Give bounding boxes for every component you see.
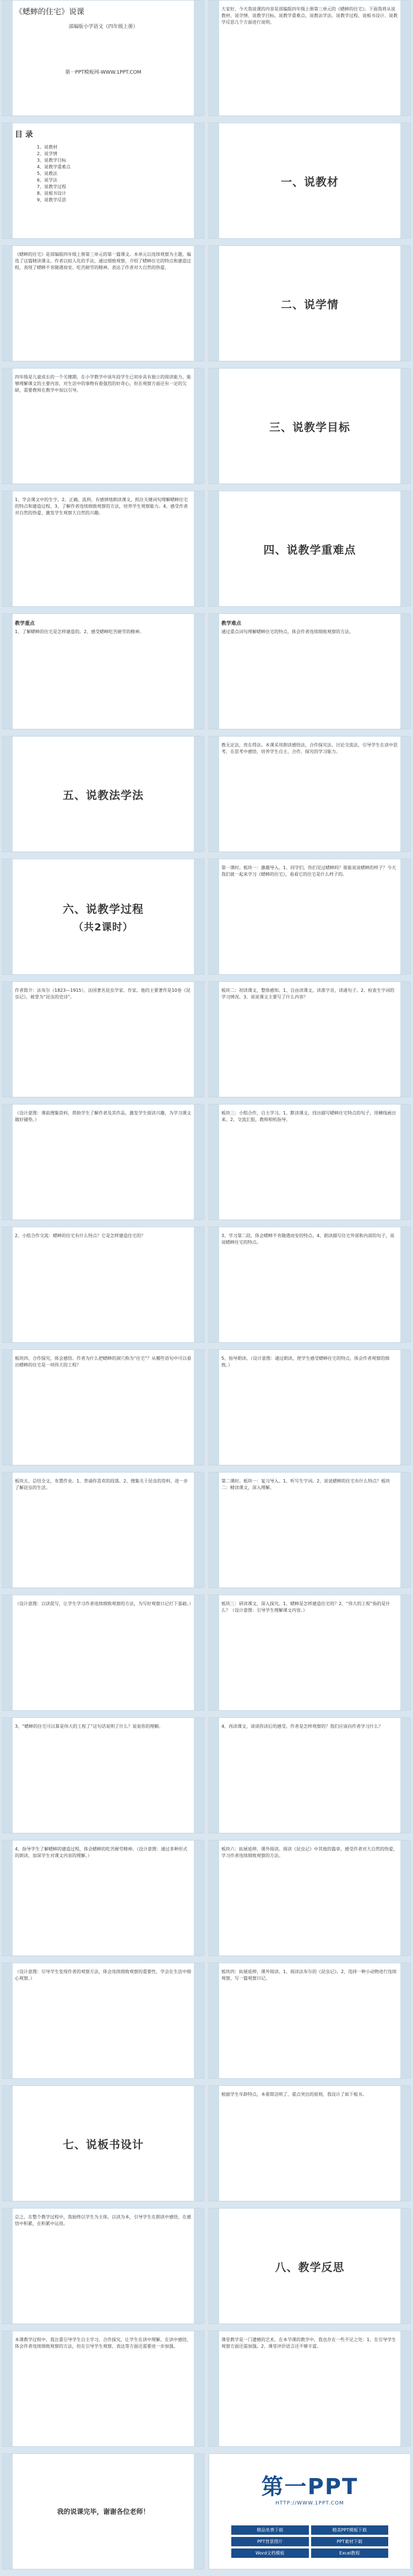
brand-logo[interactable]: 第一PPT	[261, 2474, 358, 2500]
slide-content	[15, 1723, 192, 1827]
slide-content	[15, 1601, 192, 1705]
slide-right-6	[209, 613, 411, 729]
slide-side-bar	[194, 369, 204, 484]
slide-side-bar	[3, 1227, 13, 1342]
slide-side-bar	[3, 491, 13, 606]
slide-gap	[0, 1220, 206, 1227]
slide-paragraph: 1、学会课文中的生字。2、正确、流利、有感情地朗读课文，抓住关键词句理解蟋蟀住宅的特点和建造过程。3、了解作者连续细致观察的方法，培养学生观察能力。4、感受作者对自然的热爱，激发学生观察大自然的兴趣。	[15, 497, 188, 515]
slide-side-bar	[400, 737, 410, 852]
slide-gap	[0, 607, 206, 613]
slide-content	[221, 619, 398, 723]
slide-gap	[0, 1465, 206, 1472]
slide-side-bar	[209, 246, 219, 361]
slide-gap	[206, 116, 413, 123]
slide-paragraph: （设计意图：引导学生发现作者的观察方法，体会连续细致观察的重要性，学会在生活中细心观察。）	[15, 1969, 191, 1981]
slide-content	[15, 1110, 192, 1214]
slide-gap	[0, 2569, 206, 2576]
slide-content	[15, 251, 192, 355]
ad-link[interactable]: Excel教程	[311, 2548, 389, 2558]
slide-side-bar	[3, 1595, 13, 1710]
slide-side-bar	[194, 2454, 204, 2569]
slide-side-bar	[209, 1963, 219, 2078]
slide-side-bar	[400, 1105, 410, 1220]
slide-paragraph: 总之，在整个教学过程中，我始终以学生为主体，以读为本，引导学生在朗读中感悟，在感悟中积累，在积累中运用。	[15, 2215, 191, 2226]
slide-side-bar	[400, 1473, 410, 1588]
slide-paragraph: 课堂教学是一门遗憾的艺术，在本节课的教学中，我也存在一些不足之处：1、在引导学生观察方面还需加强。2、课堂评价语言还不够丰富。	[221, 2337, 396, 2349]
slide-side-bar	[209, 1105, 219, 1220]
slide-side-bar	[194, 1, 204, 116]
toc-item: 6、说学法	[37, 178, 58, 183]
slide-side-bar	[209, 2331, 219, 2446]
slide-content	[15, 742, 192, 846]
slide-paragraph: 《蟋蟀的住宅》是部编版四年级上册第三单元的第一篇课文。本单元以连续观察为主题，编选了这篇精读课文。作者以拟人化的手法，通过细致观察，介绍了蟋蟀住宅的特点和建造过程，表现了蟋蟀不肯随遇而安、吃苦耐劳的精神，表达了作者对大自然的热爱。	[15, 252, 191, 270]
slide-side-bar	[194, 1473, 204, 1588]
slide-side-bar	[3, 1350, 13, 1465]
slide-content	[221, 1110, 398, 1214]
slide-paragraph: 3、学习第二段，体会蟋蟀不肯随遇而安的特点。4、朗读描写住宅外部和内部的句子，说说蟋蟀住宅的特点。	[221, 1233, 395, 1245]
slide-side-bar	[3, 737, 13, 852]
slide-gap	[206, 1833, 413, 1840]
slide-note-heading: 教学难点	[221, 621, 242, 627]
slide-content	[15, 2091, 192, 2195]
slide-side-bar	[400, 1227, 410, 1342]
slide-content	[221, 1723, 398, 1827]
section-heading	[15, 2135, 192, 2151]
slide-content	[221, 2091, 398, 2195]
slide-content	[221, 1969, 398, 2073]
slide-side-bar	[400, 614, 410, 729]
ad-link[interactable]: PPT背景图片	[231, 2537, 309, 2546]
ad-link[interactable]: 精美PPT模板下载	[311, 2525, 389, 2535]
section-heading-text: 七、说板书设计	[63, 2138, 144, 2151]
slide-left-11	[2, 1227, 204, 1343]
slide-side-bar	[194, 2209, 204, 2324]
slide-right-13	[209, 1472, 411, 1588]
slide-content	[221, 2337, 398, 2441]
slide-content	[221, 865, 398, 969]
section-heading	[221, 295, 398, 311]
slide-gap	[0, 2079, 206, 2085]
slide-left-10	[2, 1104, 204, 1220]
slide-gap	[206, 1220, 413, 1227]
slide-gap	[0, 1956, 206, 1963]
slide-note-body: 通过重点词句理解蟋蟀住宅的特点，体会作者连续细致观察的方法。	[221, 629, 354, 634]
slide-gap	[0, 729, 206, 736]
slide-paragraph: 4、再读课文，谈谈你读后的感受。作者是怎样观察的？我们应该向作者学习什么？	[221, 1724, 383, 1729]
slide-side-bar	[3, 1963, 13, 2078]
toc-item: 5、说教法	[37, 171, 58, 176]
slide-side-bar	[400, 1841, 410, 1956]
section-heading	[221, 418, 398, 434]
slide-paragraph: 大家好，今天我说课的内容是部编版四年级上册第三单元的《蟋蟀的住宅》。下面我将从说教材、说学情、说教学目标、说教学重难点、说教法学法、说教学过程、说板书设计、说教学反思几个方面进行说明。	[221, 7, 398, 25]
slide-left-14	[2, 1595, 204, 1711]
slide-left-21	[2, 2453, 204, 2569]
slide-content	[221, 6, 398, 110]
toc-item: 3、说教学目标	[37, 158, 67, 163]
slide-note-body: 1、了解蟋蟀的住宅是怎样建造的。2、感受蟋蟀吃苦耐劳的精神。	[15, 629, 144, 634]
slide-content	[15, 2337, 192, 2441]
slide-right-20	[209, 2331, 411, 2447]
slide-side-bar	[400, 369, 410, 484]
slide-content	[221, 2214, 398, 2318]
slide-side-bar	[400, 982, 410, 1097]
slide-left-6	[2, 613, 204, 729]
slide-content	[15, 497, 192, 601]
ad-link[interactable]: Word文档模板	[231, 2548, 309, 2558]
slide-paragraph: 4、指导学生了解蟋蟀的建造过程，体会蟋蟀的吃苦耐劳精神。（设计意图：通过多种形式的朗读，加深学生对课文内容的理解。）	[15, 1847, 188, 1858]
slide-content	[221, 987, 398, 1091]
slide-gap	[206, 1588, 413, 1595]
slide-content	[221, 129, 398, 233]
slide-right-12	[209, 1349, 411, 1465]
slide-content	[15, 987, 192, 1091]
slide-gap	[0, 239, 206, 245]
slide-side-bar	[194, 982, 204, 1097]
slide-gap	[0, 484, 206, 491]
section-heading	[15, 900, 192, 933]
slide-side-bar	[194, 2086, 204, 2201]
section-heading-text: 四、说教学重难点	[263, 543, 356, 556]
site-link[interactable]: 第一PPT模板网-WWW.1PPT.COM	[65, 70, 142, 75]
slide-side-bar	[194, 1595, 204, 1710]
slide-side-bar	[194, 859, 204, 974]
slide-side-bar	[3, 2331, 13, 2446]
slide-gap	[0, 1711, 206, 1717]
slide-side-bar	[194, 1105, 204, 1220]
slide-paragraph: 本课教学过程中，我注重引导学生自主学习，合作探究，让学生在读中理解，在读中感悟，体会作者连续细致观察的方法，但在引导学生观察、表达等方面还需要进一步加强。	[15, 2337, 191, 2349]
slide-right-5	[209, 491, 411, 607]
slide-left-16	[2, 1840, 204, 1956]
slide-left-19	[2, 2208, 204, 2324]
slide-side-bar	[194, 123, 204, 238]
slide-gap	[206, 2569, 413, 2576]
slide-paragraph: 板块三：研读课文，深入探究。1、蟋蟀是怎样建造住宅的？2、“伟大的工程”指的是什么？（设计意图：引导学生理解课文内容。）	[221, 1601, 390, 1613]
slide-paragraph: 第二课时。板块一：复习导入。1、听写生字词。2、说说蟋蟀的住宅有什么特点？板块二：精读课文，深入理解。	[221, 1479, 390, 1490]
slide-paragraph: 根据学生年龄特点，本着简洁明了、重点突出的原则，我设计了如下板书。	[221, 2092, 367, 2097]
slide-content	[15, 2459, 192, 2563]
slide-content	[221, 497, 398, 601]
slide-gap	[206, 1097, 413, 1104]
section-heading	[221, 173, 398, 189]
slide-content	[221, 1233, 398, 1337]
slide-content	[221, 1601, 398, 1705]
section-heading-sub: （共2课时）	[73, 921, 133, 933]
slide-side-bar	[3, 1473, 13, 1588]
slide-side-bar	[209, 1841, 219, 1956]
slide-content	[15, 1233, 192, 1337]
slide-side-bar	[209, 614, 219, 729]
slide-left-2	[2, 123, 204, 239]
slide-right-8	[209, 859, 411, 975]
slide-side-bar	[400, 1, 410, 116]
toc-item: 2、说学情	[37, 151, 58, 156]
slide-content	[15, 374, 192, 478]
slide-side-bar	[194, 614, 204, 729]
slide-side-bar	[209, 1, 219, 116]
slide-gap	[206, 852, 413, 859]
slide-content	[221, 374, 398, 478]
slide-side-bar	[3, 614, 13, 729]
slide-side-bar	[3, 859, 13, 974]
slide-side-bar	[194, 1350, 204, 1465]
slide-right-17	[209, 1963, 411, 2079]
slide-content	[221, 251, 398, 355]
slide-right-14	[209, 1595, 411, 1711]
slide-side-bar	[3, 2454, 13, 2569]
slide-gap	[0, 1833, 206, 1840]
ad-link[interactable]: 精品免费下载	[231, 2525, 309, 2535]
section-heading	[221, 2258, 398, 2274]
slide-right-18	[209, 2085, 411, 2201]
slide-gap	[206, 1956, 413, 1963]
slide-content	[15, 129, 192, 233]
slide-gap	[0, 975, 206, 981]
slide-paragraph: 3、“蟋蟀的住宅可以算是伟大的工程了”这句话说明了什么？说说你的理解。	[15, 1724, 164, 1729]
slide-right-9	[209, 981, 411, 1097]
slide-gap	[206, 239, 413, 245]
section-heading	[15, 786, 192, 802]
slide-gap	[0, 2447, 206, 2453]
slide-content	[221, 1478, 398, 1582]
slide-paragraph: （设计意图：课前搜集资料，帮助学生了解作者及其作品，激发学生阅读兴趣，为学习课文做好铺垫。）	[15, 1111, 191, 1122]
slide-left-8	[2, 859, 204, 975]
toc-item: 1、说教材	[37, 145, 58, 150]
slide-paragraph: 板块四：拓展延伸，课外阅读。1、阅读法布尔的《昆虫记》。2、选择一种小动物进行连续观察，写一篇观察日记。	[221, 1969, 397, 1981]
slide-side-bar	[400, 2331, 410, 2446]
slide-right-10	[209, 1104, 411, 1220]
slide-side-bar	[3, 2086, 13, 2201]
slide-side-bar	[209, 982, 219, 1097]
slide-right-3	[209, 245, 411, 361]
slide-content	[221, 1355, 398, 1459]
slide-paragraph: 教无定法，贵在得法。本课采用朗读感悟法、合作探究法、讨论交流法，引导学生在读中思考、在思考中感悟，培养学生自主、合作、探究的学习能力。	[221, 743, 398, 754]
slide-content	[221, 742, 398, 846]
slide-side-bar	[209, 2209, 219, 2324]
slide-side-bar	[400, 1595, 410, 1710]
slide-side-bar	[400, 1718, 410, 1833]
slide-side-bar	[194, 737, 204, 852]
slide-side-bar	[209, 1718, 219, 1833]
slide-paragraph: 板块四、合作探究，体会感悟。作者为什么把蟋蟀的洞穴称为“住宅”？从哪些语句中可以看出蟋蟀的住宅是一项伟大的工程？	[15, 1356, 192, 1367]
slide-gap	[206, 607, 413, 613]
section-heading-text: 八、教学反思	[275, 2260, 345, 2273]
slide-side-bar	[209, 1595, 219, 1710]
slide-side-bar	[3, 1841, 13, 1956]
slide-right-15	[209, 1717, 411, 1833]
ad-link[interactable]: PPT素材下载	[311, 2537, 389, 2546]
slide-left-20	[2, 2331, 204, 2447]
slide-left-4	[2, 368, 204, 484]
slide-paragraph: 板块二：初读课文，整体感知。1、自由读课文，读准字音，读通句子。2、检查生字词的学习情况。3、说说课文主要写了什么内容？	[221, 988, 395, 999]
slide-left-13	[2, 1472, 204, 1588]
slide-side-bar	[400, 1963, 410, 2078]
slide-gap	[206, 2447, 413, 2453]
left-column	[0, 0, 206, 2576]
brand-url[interactable]: HTTP://WWW.1PPT.COM	[275, 2501, 344, 2506]
toc-item: 8、说板书设计	[37, 191, 67, 196]
slide-gap	[0, 2324, 206, 2331]
section-heading-text: 二、说学情	[281, 298, 339, 311]
slide-left-5	[2, 491, 204, 607]
slide-side-bar	[194, 1718, 204, 1833]
slide-gap	[0, 2201, 206, 2208]
slide-right-4	[209, 368, 411, 484]
slide-gap	[0, 116, 206, 123]
slide-right-21	[209, 2453, 411, 2569]
slide-side-bar	[209, 491, 219, 606]
slide-side-bar	[209, 859, 219, 974]
toc-item: 7、说教学过程	[37, 184, 67, 189]
slide-side-bar	[209, 737, 219, 852]
slide-content	[15, 1355, 192, 1459]
ad-links	[231, 2525, 388, 2558]
slide-gap	[0, 1588, 206, 1595]
slide-side-bar	[194, 1227, 204, 1342]
toc-list	[15, 144, 192, 204]
slide-gap	[206, 1343, 413, 1349]
slide-gap	[206, 2201, 413, 2208]
slide-side-bar	[400, 246, 410, 361]
slide-content	[15, 2214, 192, 2318]
slide-side-bar	[400, 859, 410, 974]
section-heading	[221, 541, 398, 557]
slide-content	[15, 1478, 192, 1582]
slide-side-bar	[209, 1227, 219, 1342]
slide-side-bar	[194, 246, 204, 361]
slide-side-bar	[400, 491, 410, 606]
slide-content	[221, 1846, 398, 1950]
slide-right-2	[209, 123, 411, 239]
slide-side-bar	[3, 1718, 13, 1833]
slide-right-7	[209, 736, 411, 852]
slide-subtitle: 部编版小学语文（四年级上册）	[68, 24, 138, 30]
slide-side-bar	[3, 982, 13, 1097]
slide-side-bar	[194, 1963, 204, 2078]
slide-side-bar	[400, 1350, 410, 1465]
slide-side-bar	[194, 491, 204, 606]
slide-side-bar	[3, 123, 13, 238]
slide-side-bar	[3, 2209, 13, 2324]
slide-gap	[206, 361, 413, 368]
slide-gap	[206, 1465, 413, 1472]
slide-paragraph: （设计意图：以读促写，让学生学习作者连续细致观察的方法，为写好观察日记打下基础。）	[15, 1601, 193, 1606]
slide-paragraph: 板块五、总结全文，布置作业。1、背诵你喜欢的段落。2、搜集关于昆虫的资料，进一步了解昆虫的生活。	[15, 1479, 188, 1490]
slide-side-bar	[3, 369, 13, 484]
slide-gap	[206, 2324, 413, 2331]
slide-content	[15, 865, 192, 969]
slide-paragraph: 5、指导朗读。（设计意图：通过朗读，使学生感受蟋蟀住宅的特点，体会作者观察的细致。）	[221, 1356, 390, 1367]
slide-side-bar	[3, 1, 13, 116]
slide-left-1	[2, 0, 204, 116]
closing-text: 我的说课完毕，谢谢各位老师！	[57, 2508, 150, 2515]
slide-content	[15, 1846, 192, 1950]
slide-gap	[206, 484, 413, 491]
slide-content	[15, 1969, 192, 2073]
slide-side-bar	[209, 369, 219, 484]
slide-paragraph: 板块三：小组合作，自主学习。1、默读课文，找出描写蟋蟀住宅特点的句子，用横线画出来。2、交流汇报，教师相机指导。	[221, 1111, 396, 1122]
slide-left-3	[2, 245, 204, 361]
slide-side-bar	[194, 1841, 204, 1956]
slide-left-18	[2, 2085, 204, 2201]
slide-content	[15, 619, 192, 723]
section-heading-text: 五、说教法学法	[63, 788, 144, 801]
slide-paragraph: 第一课时。板块一：激趣导入。1、同学们，你们见过蟋蟀吗？谁能说说蟋蟀的样子？今天我们就一起来学习《蟋蟀的住宅》，看看它的住宅是什么样子的。	[221, 865, 396, 877]
slide-side-bar	[400, 2209, 410, 2324]
slide-right-16	[209, 1840, 411, 1956]
slide-title: 《蟋蟀的住宅》说课	[15, 8, 84, 17]
slide-gap	[0, 361, 206, 368]
slide-paragraph: 四年级是儿童成长的一个关键期。在小学教学中该年段学生已初步具有独立的阅读能力，能够理解课文的主要内容，对生活中的事物有着强烈的好奇心，但在观察方面还有一定的欠缺，需要教师在教学中加以引导。	[15, 375, 191, 393]
slide-side-bar	[3, 1105, 13, 1220]
slide-side-bar	[209, 123, 219, 238]
slide-gap	[206, 1711, 413, 1717]
slide-side-bar	[400, 2086, 410, 2201]
toc-heading: 目 录	[15, 130, 33, 139]
slide-gap	[206, 729, 413, 736]
slide-side-bar	[194, 2331, 204, 2446]
slide-right-11	[209, 1227, 411, 1343]
section-heading-text: 六、说教学过程	[63, 902, 144, 915]
brand-block	[209, 2469, 410, 2506]
slide-gap	[0, 1097, 206, 1104]
slide-side-bar	[209, 2086, 219, 2201]
slide-side-bar	[209, 1473, 219, 1588]
slide-paragraph: 作者简介：法布尔（1823—1915），法国著名昆虫学家、作家。他的主要著作是10卷《昆虫记》，被誉为“昆虫的史诗”。	[15, 988, 191, 999]
right-column	[206, 0, 413, 2576]
slide-side-bar	[209, 1350, 219, 1465]
slide-left-9	[2, 981, 204, 1097]
slide-gap	[206, 2079, 413, 2085]
slide-left-12	[2, 1349, 204, 1465]
toc-item: 4、说教学重难点	[37, 164, 71, 169]
slide-right-19	[209, 2208, 411, 2324]
slide-right-1	[209, 0, 411, 116]
slide-gap	[0, 1343, 206, 1349]
slide-side-bar	[400, 123, 410, 238]
slide-note-heading: 教学重点	[15, 621, 35, 627]
slide-left-15	[2, 1717, 204, 1833]
slide-paragraph: 2、小组合作交流：蟋蟀的住宅有什么特点？它是怎样建造住宅的？	[15, 1233, 146, 1238]
toc-item: 9、说教学反思	[37, 197, 67, 202]
slide-side-bar	[3, 246, 13, 361]
slide-left-17	[2, 1963, 204, 2079]
slide-paragraph: 板块六：拓展延伸，课外阅读。阅读《昆虫记》中其他的篇章，感受作者对大自然的热爱，学习作者连续细致观察的方法。	[221, 1847, 398, 1858]
slide-content	[15, 6, 192, 110]
slide-left-7	[2, 736, 204, 852]
slide-gap	[206, 975, 413, 981]
section-heading-text: 三、说教学目标	[269, 420, 350, 433]
section-heading-text: 一、说教材	[281, 175, 339, 188]
slide-gap	[0, 852, 206, 859]
